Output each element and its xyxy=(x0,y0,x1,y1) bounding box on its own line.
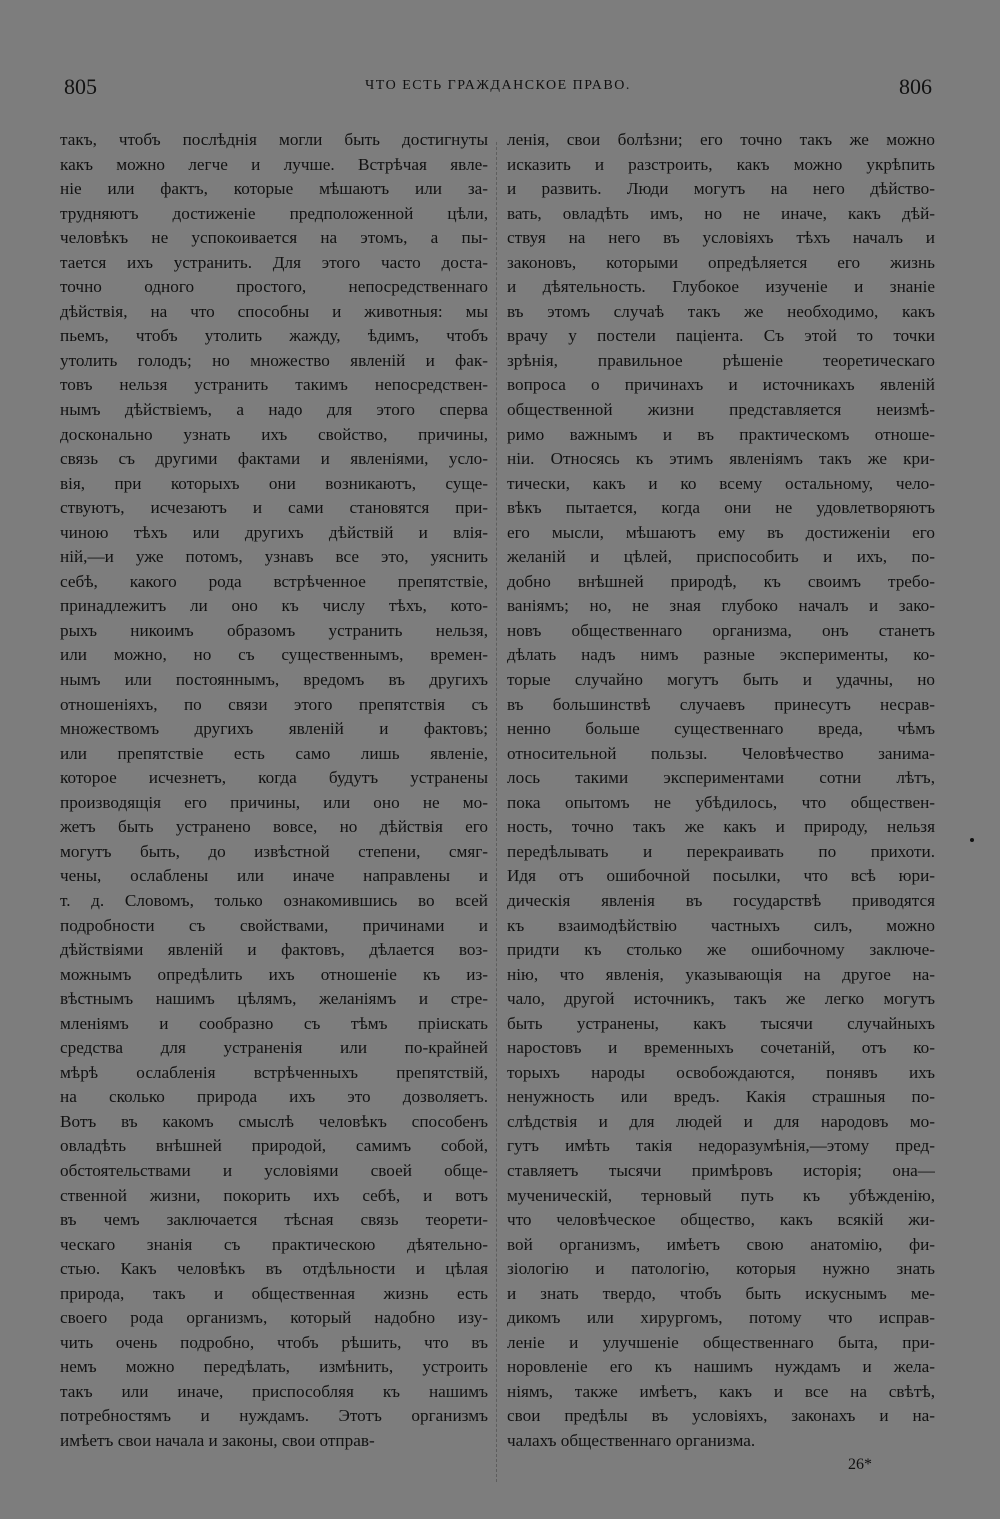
text-line: множествомъ другихъ явленій и фактовъ; xyxy=(60,719,488,739)
text-line: нымъ или постояннымъ, вредомъ въ другихъ xyxy=(60,670,488,690)
text-line: чалахъ общественнаго организма. xyxy=(507,1430,756,1450)
text-line: производящія его причины, или оно не мо- xyxy=(60,792,488,812)
text-line: нымъ дѣйствіемъ, а надо для этого сперва xyxy=(60,400,488,420)
text-line: досконально узнать ихъ свойство, причины, xyxy=(60,424,488,444)
running-title: ЧТО ЕСТЬ ГРАЖДАНСКОЕ ПРАВО. xyxy=(365,78,631,93)
text-line: трудняютъ достиженіе предположенной цѣли, xyxy=(60,203,488,223)
text-line: дѣйствіями явленій и фактовъ, дѣлается воз- xyxy=(60,940,488,960)
text-line: чены, ослаблены или иначе направлены и xyxy=(60,866,488,886)
text-line: леніе и улучшеніе общественнаго быта, при- xyxy=(507,1332,935,1352)
text-line: или можно, но съ существеннымъ, времен- xyxy=(60,645,488,665)
text-line: законовъ, которыми опредѣляется его жизнь xyxy=(507,252,935,272)
text-line: ній,—и уже потомъ, узнавъ все это, уяснить xyxy=(60,547,488,567)
text-line: ствуя на него въ условіяхъ тѣхъ началъ и xyxy=(507,228,935,248)
text-line: которое исчезнетъ, когда будутъ устранены xyxy=(60,768,488,788)
left-text-column xyxy=(60,128,488,1454)
text-line: вой организмъ, имѣетъ свою анатомію, фи- xyxy=(507,1234,935,1254)
ink-speck xyxy=(970,838,974,842)
text-line: вать, овладѣть имъ, но не иначе, какъ дѣй- xyxy=(507,203,935,223)
text-line: или препятствіе есть само лишь явленіе, xyxy=(60,743,488,763)
text-line: зіологію и патологію, которыя нужно знать xyxy=(507,1259,935,1279)
text-line: ставляетъ тысячи примѣровъ исторія; она— xyxy=(507,1160,935,1180)
text-line: римо важнымъ и въ практическомъ отноше- xyxy=(507,424,935,444)
text-line: мѣрѣ ослабленія встрѣченныхъ препятствій, xyxy=(60,1062,488,1082)
text-line: исказить и разстроить, какъ можно укрѣпить xyxy=(507,154,935,174)
text-line: чить очень подробно, чтобъ рѣшить, что въ xyxy=(60,1332,488,1352)
text-line: ніямъ, также имѣетъ, какъ и все на свѣтѣ, xyxy=(507,1381,935,1401)
text-line: относительной пользы. Человѣчество занима- xyxy=(507,743,935,763)
text-line: точно одного простого, непосредственнаго xyxy=(60,277,488,297)
text-line: такъ или иначе, приспособляя къ нашимъ xyxy=(60,1381,488,1401)
text-line: зрѣнія, правильное рѣшеніе теоретическаго xyxy=(507,350,935,370)
page-header xyxy=(64,74,932,104)
text-line: ческаго знанія съ практическою дѣятельно- xyxy=(60,1234,488,1254)
text-line: норовленіе его къ нашимъ нуждамъ и жела- xyxy=(507,1357,935,1377)
text-line: можнымъ опредѣлить ихъ отношеніе къ из- xyxy=(60,964,488,984)
text-line: ніи. Относясь къ этимъ явленіямъ такъ же кри- xyxy=(507,449,935,469)
text-line: такъ, чтобъ послѣднія могли быть достигнуты xyxy=(60,130,488,149)
text-line: вія, при которыхъ они возникаютъ, суще- xyxy=(60,473,488,493)
text-line: желаній и цѣлей, приспособить и ихъ, по- xyxy=(507,547,935,567)
text-line: отношеніяхъ, по связи этого препятствія съ xyxy=(60,694,488,714)
text-line: дикомъ или хирургомъ, потому что исправ- xyxy=(507,1308,935,1328)
text-line: вопроса о причинахъ и источникахъ явленій xyxy=(507,375,935,395)
text-line: рыхъ никоимъ образомъ устранить нельзя, xyxy=(60,620,488,640)
text-line: могутъ быть, до извѣстной степени, смяг- xyxy=(60,841,488,861)
text-line: слѣдствія и для людей и для народовъ мо- xyxy=(507,1111,935,1131)
text-line: мученическій, терновый путь къ убѣжденію, xyxy=(507,1185,935,1205)
text-line: вѣкъ пытается, когда они не удовлетворяютъ xyxy=(507,498,935,518)
text-line: обстоятельствами и условіями своей обще- xyxy=(60,1160,488,1180)
text-line: своего рода организмъ, который надобно изу- xyxy=(60,1308,488,1328)
text-line: потребностямъ и нуждамъ. Этотъ организмъ xyxy=(60,1406,488,1426)
text-line: жетъ быть устранено вовсе, но дѣйствія его xyxy=(60,817,488,837)
text-line: немъ можно передѣлать, измѣнить, устроить xyxy=(60,1357,488,1377)
text-line: въ большинствѣ случаевъ принесутъ несрав- xyxy=(507,694,935,714)
text-line: чиною тѣхъ или другихъ дѣйствій и влія- xyxy=(60,522,488,542)
text-line: въ этомъ случаѣ такъ же необходимо, какъ xyxy=(507,301,935,321)
left-page-number: 805 xyxy=(64,74,97,99)
text-line: придти къ столько же ошибочному заключе- xyxy=(507,940,935,960)
text-line: Идя отъ ошибочной посылки, что всѣ юри- xyxy=(507,866,935,886)
text-line: ніе или фактъ, которые мѣшаютъ или за- xyxy=(60,179,488,199)
text-line: себѣ, какого рода встрѣченное препятствіе, xyxy=(60,571,488,591)
text-line: стью. Какъ человѣкъ въ отдѣльности и цѣлая xyxy=(60,1259,488,1279)
text-line: ненужность или вредъ. Какія страшныя по- xyxy=(507,1087,935,1107)
text-line: новъ общественнаго организма, онъ станетъ xyxy=(507,620,935,640)
text-line: чало, другой источникъ, такъ же легко могутъ xyxy=(507,989,935,1009)
text-line: принадлежитъ ли оно къ числу тѣхъ, кото- xyxy=(60,596,488,616)
text-line: лось такими экспериментами сотни лѣтъ, xyxy=(507,768,935,788)
text-line: торыхъ народы освобождаются, понявъ ихъ xyxy=(507,1062,935,1082)
text-line: ленія, свои болѣзни; его точно такъ же можно xyxy=(507,130,935,149)
text-line: подробности съ свойствами, причинами и xyxy=(60,915,488,935)
text-line: и дѣятельность. Глубокое изученіе и знаніе xyxy=(507,277,935,297)
text-line: т. д. Словомъ, только ознакомившись во всей xyxy=(60,890,488,910)
text-line: товъ нельзя устранить такимъ непосредствен- xyxy=(60,375,488,395)
text-line: природа, такъ и общественная жизнь есть xyxy=(60,1283,488,1303)
text-line: къ взаимодѣйствію частныхъ силъ, можно xyxy=(507,915,935,935)
text-line: дическія явленія въ государствѣ приводятся xyxy=(507,890,935,910)
text-line: пьемъ, чтобъ утолить жажду, ѣдимъ, чтобъ xyxy=(60,326,488,346)
text-line: ность, точно такъ же какъ и природу, нельзя xyxy=(507,817,935,837)
text-line: что человѣческое общество, какъ всякій жи- xyxy=(507,1210,935,1230)
text-line: тически, какъ и ко всему остальному, чело- xyxy=(507,473,935,493)
printer-signature-mark: 26* xyxy=(848,1456,872,1473)
text-line: пока опытомъ не убѣдилось, что обществен- xyxy=(507,792,935,812)
text-line: нію, что явленія, указывающія на другое на- xyxy=(507,964,935,984)
text-line: связь съ другими фактами и явленіями, усло- xyxy=(60,449,488,469)
text-line: мленіямъ и сообразно съ тѣмъ пріискать xyxy=(60,1013,488,1033)
text-line: на сколько природа ихъ это дозволяетъ. xyxy=(60,1087,488,1107)
right-page-number: 806 xyxy=(899,74,932,99)
text-line: дѣлать надъ нимъ разные эксперименты, ко- xyxy=(507,645,935,665)
text-line: торые случайно могутъ быть и удачны, но xyxy=(507,670,935,690)
text-line: и знать твердо, чтобъ быть искуснымъ ме- xyxy=(507,1283,935,1303)
text-line: его мысли, мѣшаютъ ему въ достиженіи его xyxy=(507,522,935,542)
text-line: ствуютъ, исчезаютъ и сами становятся при- xyxy=(60,498,488,518)
column-divider xyxy=(496,142,497,1482)
text-line: дѣйствія, на что способны и животныя: мы xyxy=(60,301,488,321)
text-line: передѣлывать и перекраивать по прихоти. xyxy=(507,841,935,861)
right-text-column xyxy=(507,128,935,1454)
text-line: наростовъ и временныхъ сочетаній, отъ ко- xyxy=(507,1038,935,1058)
text-line: общественной жизни представляется неизмѣ- xyxy=(507,400,935,420)
text-line: тается ихъ устранить. Для этого часто доста- xyxy=(60,252,488,272)
text-line: Вотъ въ какомъ смыслѣ человѣкъ способенъ xyxy=(60,1111,488,1131)
text-line: овладѣть внѣшней природой, самимъ собой, xyxy=(60,1136,488,1156)
text-line: имѣетъ свои начала и законы, свои отправ- xyxy=(60,1430,375,1450)
text-line: ваніямъ; но, не зная глубоко началъ и зако- xyxy=(507,596,935,616)
text-line: врачу у постели паціента. Съ этой то точки xyxy=(507,326,935,346)
text-line: средства для устраненія или по-крайней xyxy=(60,1038,488,1058)
text-line: гутъ имѣть такія недоразумѣнія,—этому пред- xyxy=(507,1136,935,1156)
text-line: вѣстнымъ нашимъ цѣлямъ, желаніямъ и стре- xyxy=(60,989,488,1009)
text-line: быть устранены, какъ тысячи случайныхъ xyxy=(507,1013,935,1033)
text-line: человѣкъ не успокоивается на этомъ, а пы- xyxy=(60,228,488,248)
text-line: и развить. Люди могутъ на него дѣйство- xyxy=(507,179,935,199)
text-line: ненно больше существеннаго вреда, чѣмъ xyxy=(507,719,935,739)
text-line: какъ можно легче и лучше. Встрѣчая явле- xyxy=(60,154,488,174)
text-line: утолить голодъ; но множество явленій и фак- xyxy=(60,350,488,370)
text-line: въ чемъ заключается тѣсная связь теорети- xyxy=(60,1210,488,1230)
text-line: ственной жизни, покорить ихъ себѣ, и вотъ xyxy=(60,1185,488,1205)
text-line: свои предѣлы въ условіяхъ, законахъ и на- xyxy=(507,1406,935,1426)
text-line: добно внѣшней природѣ, къ своимъ требо- xyxy=(507,571,935,591)
